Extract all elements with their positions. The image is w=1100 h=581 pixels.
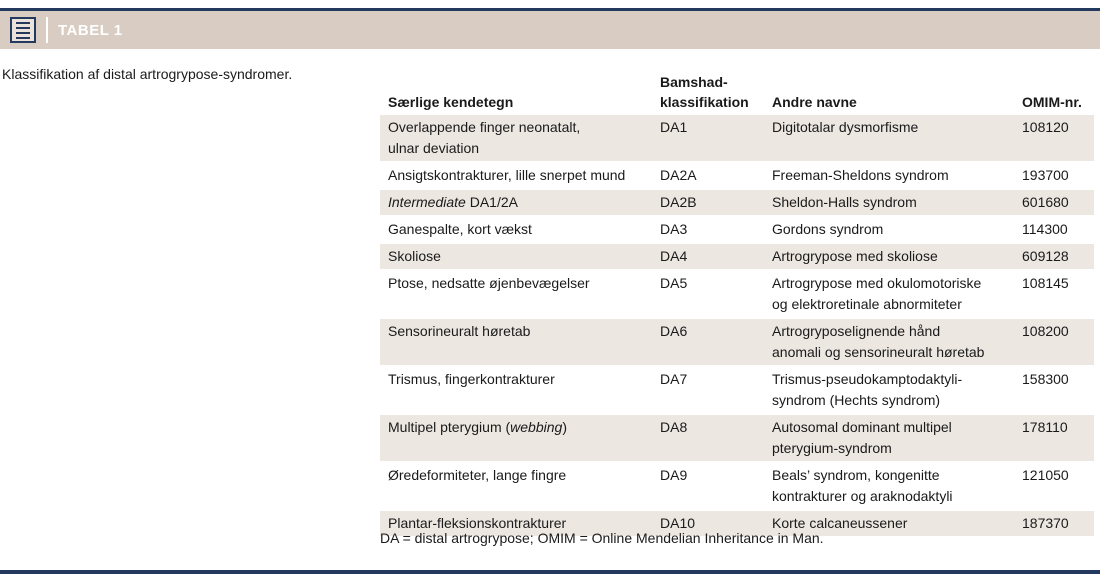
feature-cell: Ganespalte, kort vækst <box>380 216 652 243</box>
table-row <box>380 189 1094 216</box>
class-cell: DA1 <box>652 115 764 162</box>
table-row <box>380 366 1094 414</box>
table-row <box>380 162 1094 189</box>
feature-cell: Multipel pterygium (webbing) <box>380 414 652 462</box>
classification-table <box>380 68 1094 538</box>
class-cell: DA7 <box>652 366 764 414</box>
names-cell: Digitotalar dysmorfisme <box>764 115 1014 162</box>
feature-cell: Skoliose <box>380 243 652 270</box>
feature-cell: Overlappende finger neonatalt, ulnar deviation <box>380 115 652 162</box>
table-row <box>380 414 1094 462</box>
table-row <box>380 115 1094 162</box>
names-cell: Korte calcaneussener <box>764 510 1014 537</box>
table-row <box>380 462 1094 510</box>
table-header-bar <box>0 11 1100 49</box>
table-header-row <box>380 68 1094 115</box>
feature-cell: Intermediate DA1/2A <box>380 189 652 216</box>
feature-cell: Ansigtskontrakturer, lille snerpet mund <box>380 162 652 189</box>
document-list-icon <box>10 17 36 43</box>
bottom-rule <box>0 570 1100 574</box>
omim-cell: 108145 <box>1014 270 1094 318</box>
names-cell: Beals’ syndrom, kongenitte kontrakturer og araknodaktyli <box>764 462 1014 510</box>
header-divider <box>46 17 48 43</box>
names-cell: Artrogryposelignende hånd anomali og sensorineuralt høretab <box>764 318 1014 366</box>
class-cell: DA2B <box>652 189 764 216</box>
omim-cell: 601680 <box>1014 189 1094 216</box>
table-label: TABEL 1 <box>58 21 123 39</box>
omim-cell: 193700 <box>1014 162 1094 189</box>
omim-cell: 108120 <box>1014 115 1094 162</box>
column-header-features: Særlige kendetegn <box>388 94 514 110</box>
omim-cell: 121050 <box>1014 462 1094 510</box>
feature-cell: Ptose, nedsatte øjenbevægelser <box>380 270 652 318</box>
feature-cell: Sensorineuralt høretab <box>380 318 652 366</box>
names-cell: Gordons syndrom <box>764 216 1014 243</box>
feature-cell: Trismus, fingerkontrakturer <box>380 366 652 414</box>
names-cell: Autosomal dominant multipel pterygium-syndrom <box>764 414 1014 462</box>
omim-cell: 178110 <box>1014 414 1094 462</box>
table-row <box>380 243 1094 270</box>
class-cell: DA4 <box>652 243 764 270</box>
class-cell: DA5 <box>652 270 764 318</box>
names-cell: Trismus-pseudokamptodaktyli- syndrom (Hechts syndrom) <box>764 366 1014 414</box>
table-row <box>380 318 1094 366</box>
column-header-other-names: Andre navne <box>772 94 857 110</box>
class-cell: DA10 <box>652 510 764 537</box>
class-cell: DA8 <box>652 414 764 462</box>
omim-cell: 114300 <box>1014 216 1094 243</box>
column-header-bamshad: Bamshad- klassifikation <box>660 74 749 110</box>
names-cell: Sheldon-Halls syndrom <box>764 189 1014 216</box>
names-cell: Artrogrypose med okulomotoriske og elektroretinale abnormiteter <box>764 270 1014 318</box>
names-cell: Artrogrypose med skoliose <box>764 243 1014 270</box>
class-cell: DA3 <box>652 216 764 243</box>
omim-cell: 158300 <box>1014 366 1094 414</box>
class-cell: DA2A <box>652 162 764 189</box>
table-caption: Klassifikation af distal artrogrypose-syndromer. <box>2 66 293 82</box>
table-row <box>380 270 1094 318</box>
omim-cell: 108200 <box>1014 318 1094 366</box>
column-header-omim: OMIM-nr. <box>1022 94 1082 110</box>
omim-cell: 187370 <box>1014 510 1094 537</box>
table-footnote: DA = distal artrogrypose; OMIM = Online Mendelian Inheritance in Man. <box>380 530 824 546</box>
class-cell: DA6 <box>652 318 764 366</box>
names-cell: Freeman-Sheldons syndrom <box>764 162 1014 189</box>
table-row <box>380 216 1094 243</box>
feature-cell: Øredeformiteter, lange fingre <box>380 462 652 510</box>
class-cell: DA9 <box>652 462 764 510</box>
feature-cell: Plantar-fleksionskontrakturer <box>380 510 652 537</box>
omim-cell: 609128 <box>1014 243 1094 270</box>
